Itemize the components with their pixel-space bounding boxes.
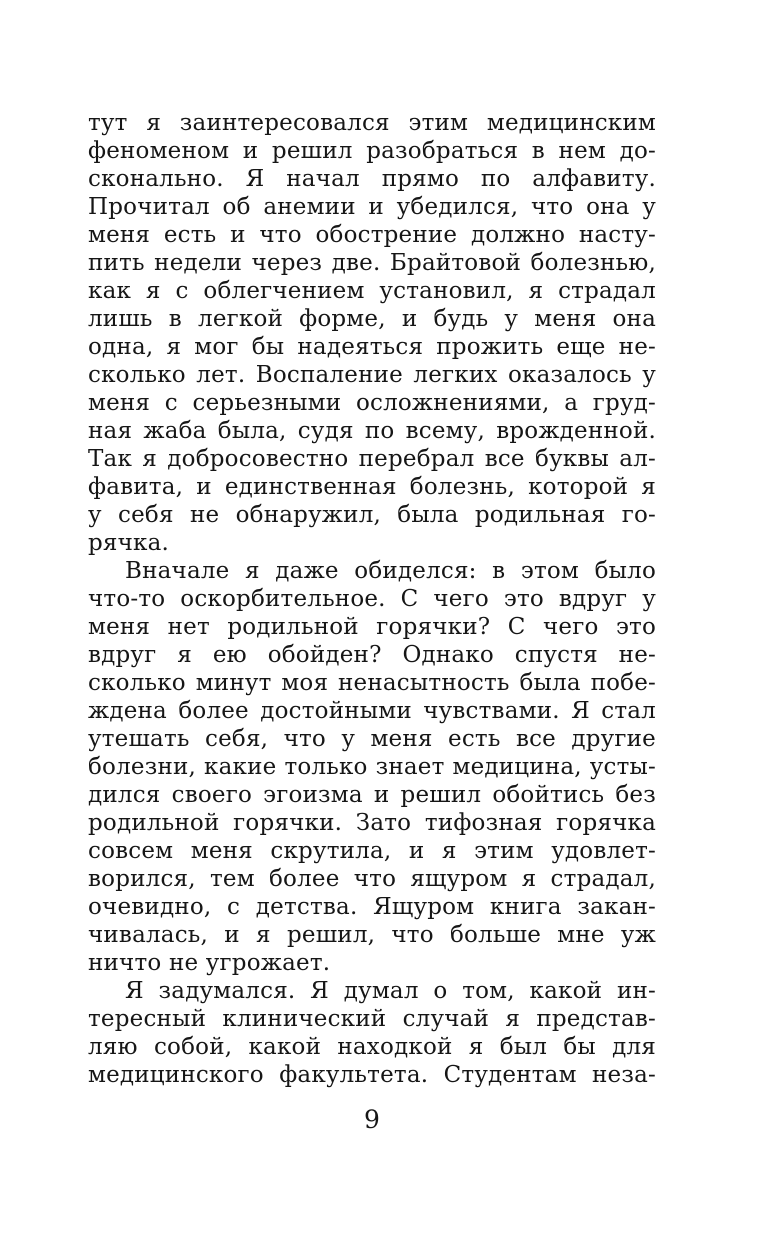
text-line: родильной горячки. Зато тифозная горячка xyxy=(88,810,656,836)
text-line: Так я добросовестно перебрал все буквы ал- xyxy=(88,446,656,472)
text-line: ная жаба была, судя по всему, врожденной. xyxy=(88,418,656,444)
text-line: сконально. Я начал прямо по алфавиту. xyxy=(88,166,656,192)
text-line: ничто не угрожает. xyxy=(88,950,331,976)
text-line: фавита, и единственная болезнь, которой я xyxy=(88,474,656,500)
text-line: лишь в легкой форме, и будь у меня она xyxy=(88,306,656,332)
text-line: одна, я мог бы надеяться прожить еще не- xyxy=(88,334,656,360)
text-line: вдруг я ею обойден? Однако спустя не- xyxy=(88,642,656,668)
text-line: меня нет родильной горячки? С чего это xyxy=(88,614,656,640)
text-line: тересный клинический случай я представ- xyxy=(88,1006,656,1032)
text-line: болезни, какие только знает медицина, усты- xyxy=(88,754,656,780)
text-line: тут я заинтересовался этим медицинским xyxy=(88,110,656,136)
page-number: 9 xyxy=(364,1105,380,1134)
text-line: рячка. xyxy=(88,530,170,556)
text-line: ждена более достойными чувствами. Я стал xyxy=(88,698,656,724)
text-line: Вначале я даже обиделся: в этом было xyxy=(125,558,656,584)
paragraph xyxy=(88,557,656,977)
text-line: чивалась, и я решил, что больше мне уж xyxy=(88,922,656,948)
text-block xyxy=(88,109,656,1089)
text-line: совсем меня скрутила, и я этим удовлет- xyxy=(88,838,656,864)
text-line: меня есть и что обострение должно насту- xyxy=(88,222,656,248)
text-line: сколько минут моя ненасытность была побе- xyxy=(88,670,656,696)
text-line: ворился, тем более что ящуром я страдал, xyxy=(88,866,656,892)
text-line: сколько лет. Воспаление легких оказалось у xyxy=(88,362,656,388)
text-line: утешать себя, что у меня есть все другие xyxy=(88,726,656,752)
text-line: у себя не обнаружил, была родильная го- xyxy=(88,502,656,528)
text-line: меня с серьезными осложнениями, а груд- xyxy=(88,390,656,416)
text-line: феноменом и решил разобраться в нем до- xyxy=(88,138,656,164)
text-line: как я с облегчением установил, я страдал xyxy=(88,278,656,304)
text-line: пить недели через две. Брайтовой болезнью, xyxy=(88,250,656,276)
text-line: медицинского факультета. Студентам неза- xyxy=(88,1062,656,1088)
text-line: что-то оскорбительное. С чего это вдруг у xyxy=(88,586,656,612)
text-line: очевидно, с детства. Ящуром книга закан- xyxy=(88,894,656,920)
paragraph xyxy=(88,977,656,1089)
text-line: Прочитал об анемии и убедился, что она у xyxy=(88,194,656,220)
text-line: Я задумался. Я думал о том, какой ин- xyxy=(125,978,656,1004)
text-line: ляю собой, какой находкой я был бы для xyxy=(88,1034,656,1060)
text-line: дился своего эгоизма и решил обойтись без xyxy=(88,782,656,808)
paragraph xyxy=(88,109,656,557)
